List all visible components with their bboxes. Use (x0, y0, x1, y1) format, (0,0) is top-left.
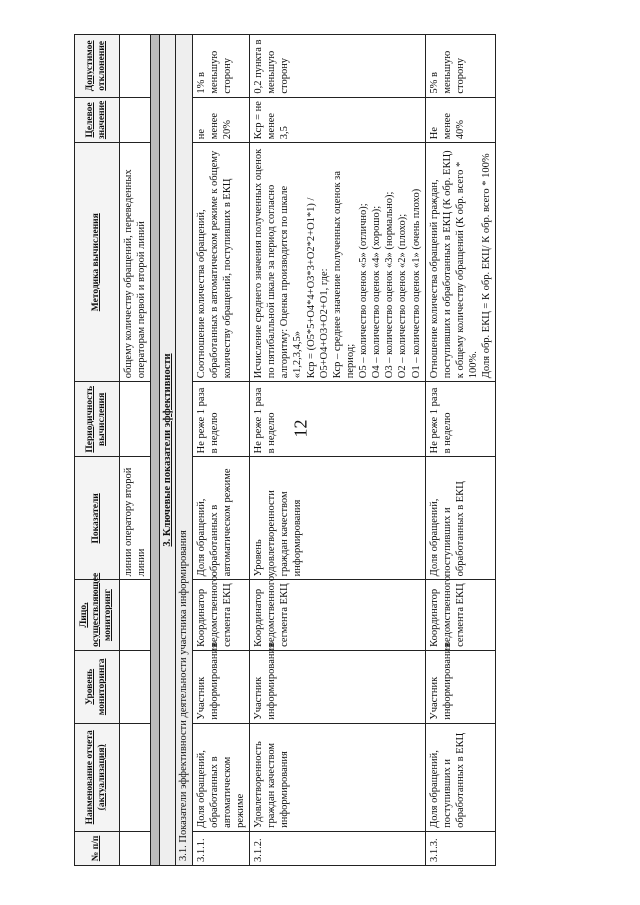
table-header-row (75, 35, 120, 866)
cell-indicator: Доля обращений, поступивших и обработанных в ЕКЦ (425, 457, 496, 580)
cell-monitor: Координатор ведомственного сегмента ЕКЦ (192, 580, 250, 651)
header-deviation: Допустимое отклонение (75, 35, 120, 98)
cell-report-name: Доля обращений, обработанных в автоматическом режиме (192, 723, 250, 831)
subsection-heading: 3.1. Показатели эффективности деятельности участника информирования (176, 35, 192, 866)
cell-monitor: Координатор ведомственного сегмента ЕКЦ (250, 580, 426, 651)
header-indicator: Показатели (75, 457, 120, 580)
document-page (74, 34, 622, 866)
carry-over-row (120, 35, 151, 866)
cell-monitor: Координатор ведомственного сегмента ЕКЦ (425, 580, 496, 651)
cell-method: Соотношение количества обращений, обработанных в автоматическом режиме к общему количеству обращений, поступивших в ЕКЦ (192, 143, 250, 382)
cell-num: 3.1.1. (192, 831, 250, 865)
cell-num: 3.1.2. (250, 831, 426, 865)
section-heading: 3. Ключевые показатели эффективности (160, 35, 176, 866)
table-row (425, 35, 496, 866)
cell-deviation: 5% в меньшую сторону (425, 35, 496, 98)
cell-deviation: 0,2 пункта в меньшую сторону (250, 35, 426, 98)
carry-over-indicator: линии оператору второй линии (120, 457, 151, 580)
gray-separator (151, 35, 160, 866)
header-report-name: Наименование отчета (актуализация) (75, 723, 120, 831)
cell-method: Исчисление среднего значения полученных оценок по пятибалльной шкале за период согласно алгоритму: Оценка производится по шкале «1,2,3,4,5» Кср = (О5*5+О4*4+О3*3+О2*2+О1*1) / О5+О4+О3+О2+О1, где: Кср – среднее значение полученных оценок за период; О5 – количество оценок «5» (отлично); О4 – количество оценок «4» (хорошо); О3 – количество оценок «3» (нормально); О2 – количество оценок «2» (плохо); О1 – количество оценок «1» (очень плохо) (250, 143, 426, 382)
cell-period: Не реже 1 раза в неделю (250, 382, 426, 457)
cell-indicator: Уровень удовлетворенности граждан качеством информирования (250, 457, 426, 580)
header-target: Целевое значение (75, 97, 120, 143)
cell-report-name: Удовлетворенность граждан качеством информирования (250, 723, 426, 831)
table-row (250, 35, 426, 866)
cell-num: 3.1.3. (425, 831, 496, 865)
cell-indicator: Доля обращений, обработанных в автоматическом режиме (192, 457, 250, 580)
cell-report-name: Доля обращений, поступивших и обработанных в ЕКЦ (425, 723, 496, 831)
header-level: Уровень мониторинга (75, 650, 120, 723)
cell-target: Не менее 40% (425, 97, 496, 143)
table-row (192, 35, 250, 866)
cell-target: не менее 20% (192, 97, 250, 143)
header-method: Методика вычисления (75, 143, 120, 382)
header-num: № п/п (75, 831, 120, 865)
header-period: Периодичность вычисления (75, 382, 120, 457)
section-heading-row (160, 35, 176, 866)
kpi-table (74, 34, 496, 866)
header-monitor: Лицо, осуществляющее мониторинг (75, 580, 120, 651)
cell-deviation: 1% в меньшую сторону (192, 35, 250, 98)
subsection-heading-row (176, 35, 192, 866)
cell-period: Не реже 1 раза в неделю (425, 382, 496, 457)
cell-level: Участник информирования (250, 650, 426, 723)
carry-over-method: общему количеству обращений, переведенных операторам первой и второй линий (120, 143, 151, 382)
cell-period: Не реже 1 раза в неделю (192, 382, 250, 457)
cell-level: Участник информирования (192, 650, 250, 723)
page-number: 12 (290, 419, 311, 438)
cell-target: Кср = не менее 3,5 (250, 97, 426, 143)
cell-method: Отношение количества обращений граждан, поступивших и обработанных в ЕКЦ (К обр. ЕКЦ) к общему количеству обращений (К обр. всего * 100%. Доля обр. ЕКЦ = К обр. ЕКЦ/ К обр. всего * 100% (425, 143, 496, 382)
cell-level: Участник информирования (425, 650, 496, 723)
